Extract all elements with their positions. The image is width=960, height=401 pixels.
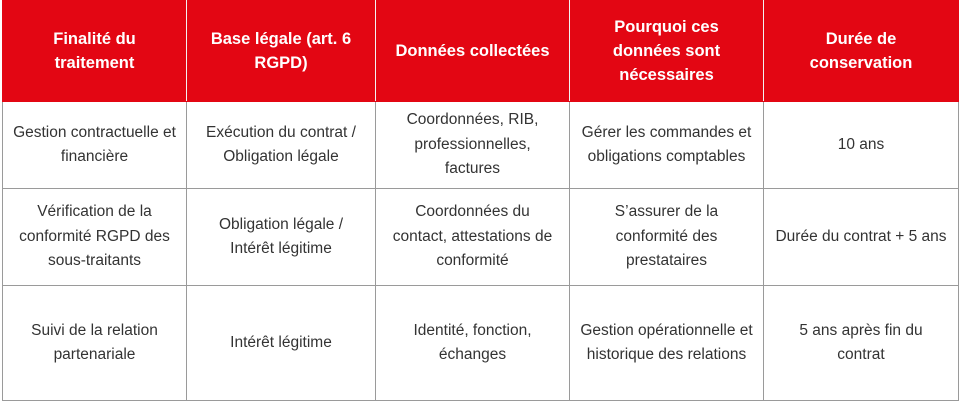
header-retention: Durée de conservation bbox=[764, 1, 959, 102]
table-body bbox=[3, 102, 959, 401]
header-row bbox=[3, 1, 959, 102]
header-legal-basis: Base légale (art. 6 RGPD) bbox=[187, 1, 376, 102]
cell-data-collected: Coordonnées, RIB, professionnelles, factures bbox=[376, 102, 570, 189]
cell-data-collected: Identité, fonction, échanges bbox=[376, 286, 570, 401]
gdpr-processing-table bbox=[2, 0, 959, 401]
cell-legal-basis: Exécution du contrat / Obligation légale bbox=[187, 102, 376, 189]
header-purpose: Finalité du traitement bbox=[3, 1, 187, 102]
cell-why-necessary: S’assurer de la conformité des prestataires bbox=[570, 189, 764, 286]
table-row bbox=[3, 286, 959, 401]
table-row bbox=[3, 189, 959, 286]
cell-retention: 5 ans après fin du contrat bbox=[764, 286, 959, 401]
cell-legal-basis: Obligation légale / Intérêt légitime bbox=[187, 189, 376, 286]
header-data-collected: Données collectées bbox=[376, 1, 570, 102]
cell-why-necessary: Gestion opérationnelle et historique des relations bbox=[570, 286, 764, 401]
cell-purpose: Gestion contractuelle et financière bbox=[3, 102, 187, 189]
cell-why-necessary: Gérer les commandes et obligations comptables bbox=[570, 102, 764, 189]
table-row bbox=[3, 102, 959, 189]
header-why-necessary: Pourquoi ces données sont nécessaires bbox=[570, 1, 764, 102]
cell-data-collected: Coordonnées du contact, attestations de conformité bbox=[376, 189, 570, 286]
table-header bbox=[3, 1, 959, 102]
cell-purpose: Vérification de la conformité RGPD des sous-traitants bbox=[3, 189, 187, 286]
cell-retention: 10 ans bbox=[764, 102, 959, 189]
cell-purpose: Suivi de la relation partenariale bbox=[3, 286, 187, 401]
cell-legal-basis: Intérêt légitime bbox=[187, 286, 376, 401]
cell-retention: Durée du contrat + 5 ans bbox=[764, 189, 959, 286]
